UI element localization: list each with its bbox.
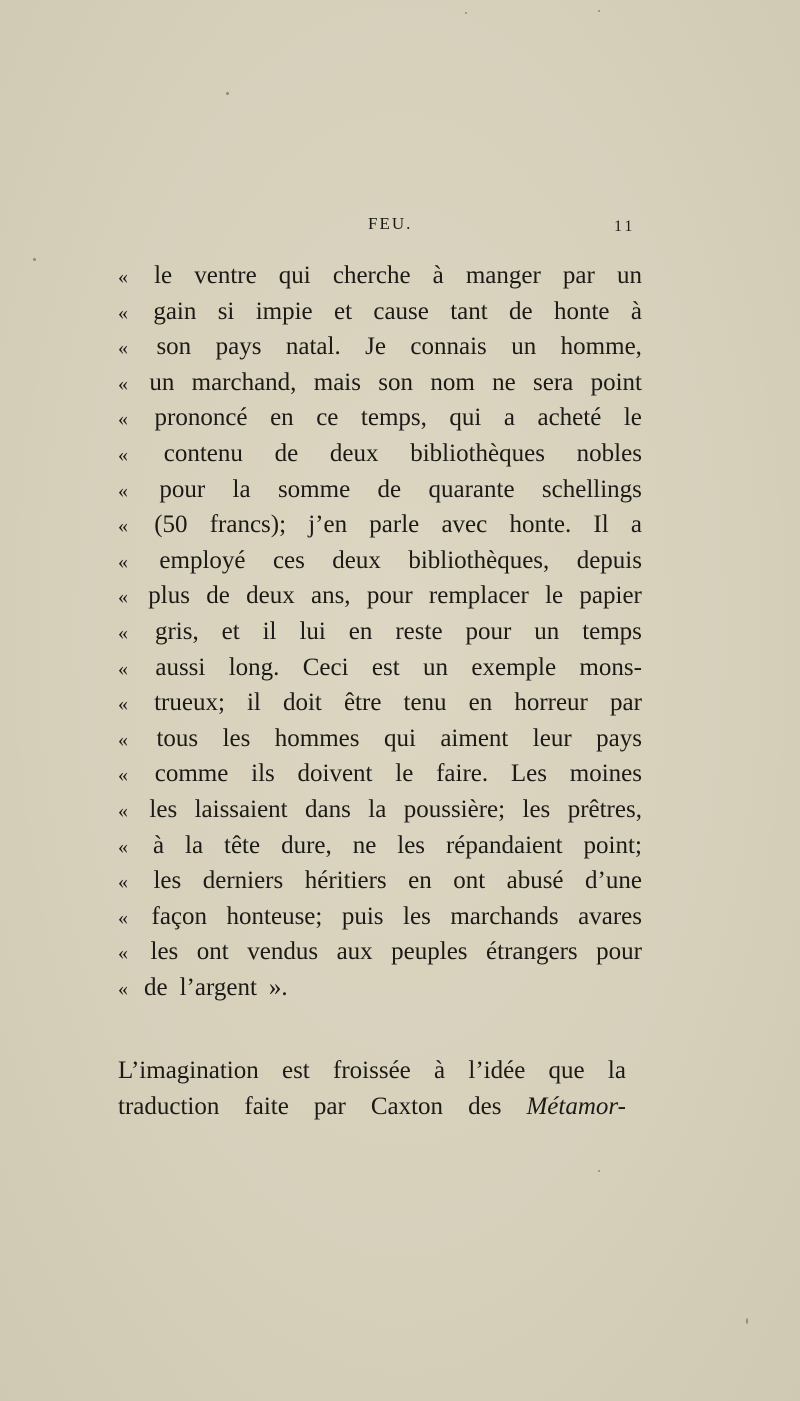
quote-line: [118, 476, 642, 512]
guillemet: «: [118, 621, 128, 644]
word: avec: [441, 511, 488, 539]
word: deux: [332, 546, 381, 574]
word: doivent: [297, 760, 373, 788]
word: et: [221, 617, 240, 645]
word: Il: [593, 511, 609, 539]
word: l’idée: [468, 1057, 526, 1084]
word: cherche: [332, 262, 411, 289]
word: pays: [215, 333, 262, 361]
word: point;: [583, 831, 642, 859]
word: Caxton: [370, 1093, 444, 1120]
word: un: [616, 262, 642, 289]
word: vendus: [247, 938, 319, 966]
word: connais: [410, 333, 487, 361]
word: plus: [148, 582, 190, 610]
word: qui: [383, 724, 416, 752]
paragraph-line: [118, 1057, 626, 1093]
word: traduction: [118, 1093, 220, 1120]
word: moines: [569, 760, 642, 788]
word: avares: [578, 902, 642, 930]
word: impie: [255, 297, 313, 325]
guillemet: «: [118, 728, 128, 751]
word: le: [545, 582, 564, 610]
word: temps,: [360, 404, 427, 432]
word: les: [522, 795, 551, 823]
word: dans: [305, 795, 351, 823]
quote-line: [118, 369, 642, 405]
word: abusé: [506, 867, 564, 895]
word: étrangers: [486, 938, 578, 966]
word: pays: [596, 724, 642, 752]
word: j’en: [308, 511, 348, 539]
guillemet: «: [118, 337, 128, 360]
word: trueux;: [154, 689, 225, 717]
word: les: [150, 938, 179, 966]
quote-line: [118, 298, 642, 334]
body-paragraph: [118, 1057, 626, 1129]
word: honte.: [509, 511, 572, 539]
word: employé: [159, 546, 246, 574]
quote-line: [118, 796, 642, 832]
word: aux: [336, 938, 373, 966]
word: est: [281, 1057, 310, 1084]
word: faire.: [436, 760, 489, 788]
quote-line: [118, 618, 642, 654]
word: a: [503, 404, 515, 432]
word: d’une: [585, 867, 642, 895]
word: poussière;: [403, 795, 506, 823]
word: mais: [313, 368, 361, 396]
word: ont: [453, 867, 486, 895]
word: en: [270, 404, 294, 432]
word: de: [509, 297, 533, 325]
quote-line: [118, 903, 642, 939]
word: que: [548, 1057, 585, 1084]
word: gain: [153, 297, 197, 325]
word: les: [153, 867, 182, 895]
word: des: [468, 1093, 502, 1120]
quote-line: [118, 974, 642, 1010]
guillemet: «: [118, 301, 128, 324]
word: a: [630, 511, 642, 539]
word: sera: [533, 368, 574, 396]
word: en: [348, 617, 373, 645]
guillemet: «: [118, 764, 128, 787]
guillemet: «: [118, 693, 128, 716]
word: qui: [449, 404, 482, 432]
guillemet: «: [118, 479, 128, 502]
word: en: [468, 689, 493, 717]
word: tous: [156, 724, 199, 752]
word: ne: [492, 368, 516, 396]
word: le: [154, 262, 173, 289]
guillemet: «: [118, 942, 128, 965]
quote-line: [118, 654, 642, 690]
word: ventre: [194, 262, 257, 289]
word: tête: [224, 831, 261, 859]
quote-line: [118, 547, 642, 583]
word: papier: [579, 582, 642, 610]
quote-line: [118, 760, 642, 796]
word: contenu: [163, 439, 243, 467]
quote-line: [118, 262, 642, 298]
word: tenu: [403, 689, 447, 717]
word: L’imagination: [118, 1057, 259, 1084]
word: puis: [341, 902, 384, 930]
word: gris,: [154, 617, 199, 645]
word: répandaient: [445, 831, 563, 859]
paragraph-line: [118, 1093, 626, 1129]
word: marchand,: [191, 368, 297, 396]
word: derniers: [202, 867, 284, 895]
word: temps: [582, 617, 642, 645]
word: est: [371, 653, 400, 681]
word: par: [609, 689, 642, 717]
guillemet: «: [118, 443, 128, 466]
word: horreur: [514, 689, 588, 717]
word: aiment: [440, 724, 509, 752]
guillemet: «: [118, 550, 128, 573]
word: et: [333, 297, 353, 325]
word: cause: [373, 297, 429, 325]
word: natal.: [285, 333, 341, 361]
word: ce: [316, 404, 339, 432]
word: homme,: [560, 333, 642, 361]
word: en: [408, 867, 432, 895]
running-title: FEU.: [368, 214, 413, 233]
quote-line: [118, 511, 642, 547]
word: prêtres,: [567, 795, 642, 823]
guillemet: «: [118, 906, 128, 929]
quote-line: [118, 832, 642, 868]
word: pour: [366, 582, 413, 610]
guillemet: «: [118, 977, 128, 1000]
word: les: [149, 795, 178, 823]
word: aussi: [155, 653, 206, 681]
word: faite: [244, 1093, 289, 1120]
word: remplacer: [428, 582, 529, 610]
quote-line: [118, 440, 642, 476]
quote-line: [118, 333, 642, 369]
word: bibliothèques: [410, 439, 545, 467]
word: froissée: [333, 1057, 411, 1084]
quote-line: [118, 689, 642, 725]
word: de: [206, 582, 230, 610]
word: les: [222, 724, 251, 752]
word: hommes: [274, 724, 360, 752]
word: marchands: [450, 902, 559, 930]
word: honte: [553, 297, 610, 325]
word: à: [434, 1057, 446, 1084]
word: de: [377, 475, 402, 503]
word: francs);: [209, 511, 287, 539]
word: l’argent: [179, 973, 257, 1001]
word: pour: [465, 617, 512, 645]
word: nom: [430, 368, 475, 396]
word: ont: [196, 938, 229, 966]
guillemet: «: [118, 515, 128, 538]
word: pour: [596, 938, 642, 966]
word: un: [534, 617, 560, 645]
guillemet: «: [118, 799, 128, 822]
word: nobles: [576, 439, 642, 467]
guillemet: «: [118, 408, 128, 431]
word: il: [262, 617, 277, 645]
word: schellings: [541, 475, 642, 503]
page-header: [0, 214, 800, 244]
word: son: [156, 333, 192, 361]
word: la: [185, 831, 204, 859]
word: être: [343, 689, 382, 717]
page-number: 11: [614, 218, 636, 235]
guillemet: «: [118, 586, 128, 609]
word: comme: [154, 760, 229, 788]
word: à: [152, 831, 165, 859]
word: un: [423, 653, 449, 681]
word: de: [274, 439, 299, 467]
word: à: [630, 297, 642, 325]
word: le: [623, 404, 642, 432]
word: long.: [228, 653, 280, 681]
word: (50: [154, 511, 188, 539]
word: par: [562, 262, 595, 289]
word: ils: [251, 760, 275, 788]
word: la: [232, 475, 251, 503]
guillemet: «: [118, 372, 128, 395]
word: bibliothèques,: [408, 546, 550, 574]
word: par: [313, 1093, 346, 1120]
word: Je: [365, 333, 386, 361]
guillemet: «: [118, 657, 128, 680]
quote-line: [118, 938, 642, 974]
word: un: [149, 368, 175, 396]
word: le: [395, 760, 414, 788]
word: il: [246, 689, 261, 717]
word: manger: [465, 262, 541, 289]
word: pour: [159, 475, 206, 503]
word: à: [432, 262, 444, 289]
word: deux: [246, 582, 295, 610]
word: la: [607, 1057, 626, 1084]
word: leur: [532, 724, 572, 752]
word: peuples: [391, 938, 468, 966]
word: quarante: [428, 475, 515, 503]
word: ces: [272, 546, 305, 574]
word: tant: [450, 297, 488, 325]
word: la: [368, 795, 387, 823]
word: qui: [278, 262, 311, 289]
word: héritiers: [304, 867, 387, 895]
word: Les: [510, 760, 548, 788]
word: Ceci: [302, 653, 349, 681]
word: de: [144, 973, 168, 1001]
word: lui: [299, 617, 326, 645]
word: son: [378, 368, 414, 396]
word: exemple: [471, 653, 557, 681]
quote-line: [118, 725, 642, 761]
guillemet: «: [118, 835, 128, 858]
word: laissaient: [194, 795, 288, 823]
word: façon: [151, 902, 208, 930]
word: depuis: [576, 546, 642, 574]
guillemet: «: [118, 871, 128, 894]
word: les: [397, 831, 426, 859]
word: un: [511, 333, 537, 361]
word: doit: [282, 689, 322, 717]
word: prononcé: [154, 404, 248, 432]
word: honteuse;: [226, 902, 323, 930]
word: ne: [352, 831, 377, 859]
word: deux: [329, 439, 379, 467]
word: les: [403, 902, 431, 930]
word: ans,: [310, 582, 351, 610]
word: si: [217, 297, 235, 325]
quote-line: [118, 582, 642, 618]
quote-line: [118, 404, 642, 440]
word: reste: [395, 617, 443, 645]
quote-line: [118, 867, 642, 903]
word: somme: [277, 475, 351, 503]
word: dure,: [281, 831, 332, 859]
quoted-passage: [118, 262, 642, 1009]
word: acheté: [537, 404, 602, 432]
word: parle: [369, 511, 420, 539]
word: ».: [268, 973, 288, 1001]
word: mons-: [579, 653, 642, 681]
word: point: [590, 368, 642, 396]
guillemet: «: [118, 266, 128, 288]
italic-title-fragment: Métamor-: [526, 1093, 626, 1120]
